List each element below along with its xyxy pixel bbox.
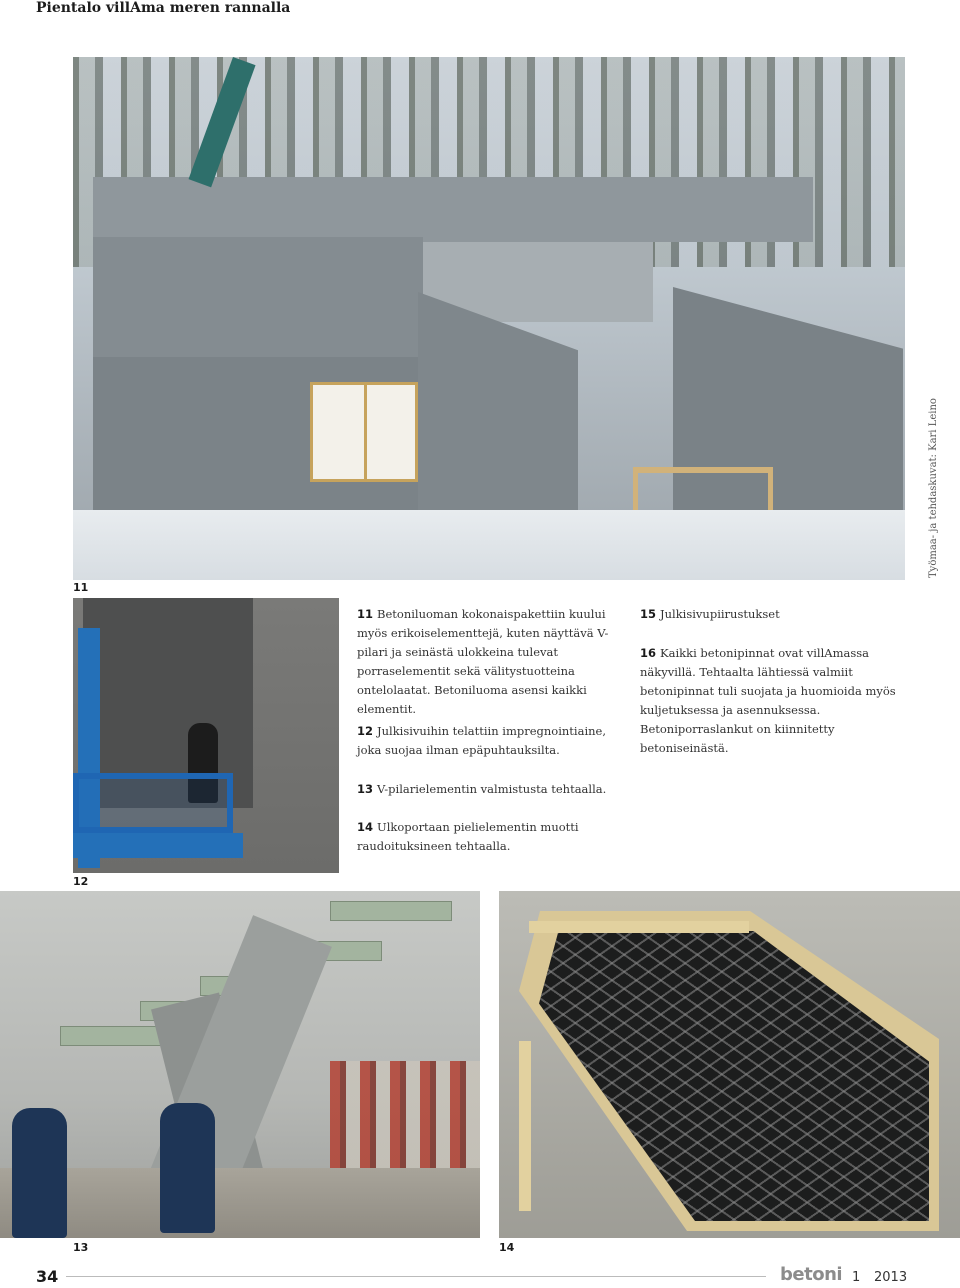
- caption-text: Betoniluoman kokonaispakettiin kuului myös erikoiselementtejä, kuten näyttävä V-pilari ja seinästä ulokkeina tulevat porraselementit sekä välitystuotteina ontelolaatat. Betoniluoma asensi kaikki elementit.: [357, 607, 609, 716]
- figure-label-14: 14: [499, 1241, 515, 1254]
- caption-13: [357, 780, 627, 799]
- reinforcement-mesh: [539, 931, 929, 1221]
- caption-text: Julkisivupiirustukset: [660, 607, 780, 621]
- caption-number: 12: [357, 724, 374, 738]
- snow-ground: [73, 510, 905, 580]
- caption-11: [357, 605, 622, 719]
- caption-text: Ulkoportaan pielielementin muotti raudoituksineen tehtaalla.: [357, 820, 579, 853]
- issue-year: 2013: [874, 1270, 908, 1285]
- mould-plank: [519, 1041, 531, 1211]
- window-opening: [310, 382, 418, 482]
- v-pillar-factory-photo: [0, 891, 480, 1238]
- caption-number: 16: [640, 646, 657, 660]
- caption-number: 11: [357, 607, 374, 621]
- caption-12: [357, 722, 622, 760]
- figure-label-12: 12: [73, 875, 89, 888]
- facade-treatment-photo: [73, 598, 339, 873]
- roof-edge-element: [93, 177, 813, 242]
- caption-text: Kaikki betonipinnat ovat villAmassa näkyvillä. Tehtaalta lähtiessä valmiit betonipinnat tuli suojata ja huomioida myös kuljetuksessa ja asennuksessa. Betoniporraslankut on kiinnitetty betoniseinästä.: [640, 646, 896, 755]
- caption-14: [357, 818, 627, 856]
- caption-16: [640, 644, 915, 758]
- caption-number: 13: [357, 782, 374, 796]
- caption-number: 14: [357, 820, 374, 834]
- worker-figure: [12, 1108, 67, 1238]
- magazine-logo: betoni: [780, 1264, 843, 1285]
- steel-beam: [330, 901, 452, 921]
- construction-site-photo: [73, 57, 905, 580]
- photo-credit: Työmaa- ja tehdaskuvat: Kari Leino: [928, 398, 939, 578]
- mould-plank: [529, 921, 749, 933]
- worker-figure: [160, 1103, 215, 1233]
- caption-number: 15: [640, 607, 657, 621]
- factory-floor: [0, 1168, 480, 1238]
- figure-label-13: 13: [73, 1241, 89, 1254]
- caption-text: V-pilarielementin valmistusta tehtaalla.: [377, 782, 607, 796]
- footer-divider: [66, 1276, 766, 1277]
- lift-basket: [73, 773, 233, 833]
- page-title: Pientalo villAma meren rannalla: [36, 0, 291, 16]
- rebar-mould-photo: [499, 891, 960, 1238]
- issue-number: 1: [852, 1270, 861, 1285]
- figure-label-11: 11: [73, 581, 89, 594]
- lift-base: [73, 833, 243, 858]
- page-number: 34: [36, 1267, 59, 1286]
- caption-15: [640, 605, 915, 624]
- caption-text: Julkisivuihin telattiin impregnointiaine, joka suojaa ilman epäpuhtauksilta.: [357, 724, 607, 757]
